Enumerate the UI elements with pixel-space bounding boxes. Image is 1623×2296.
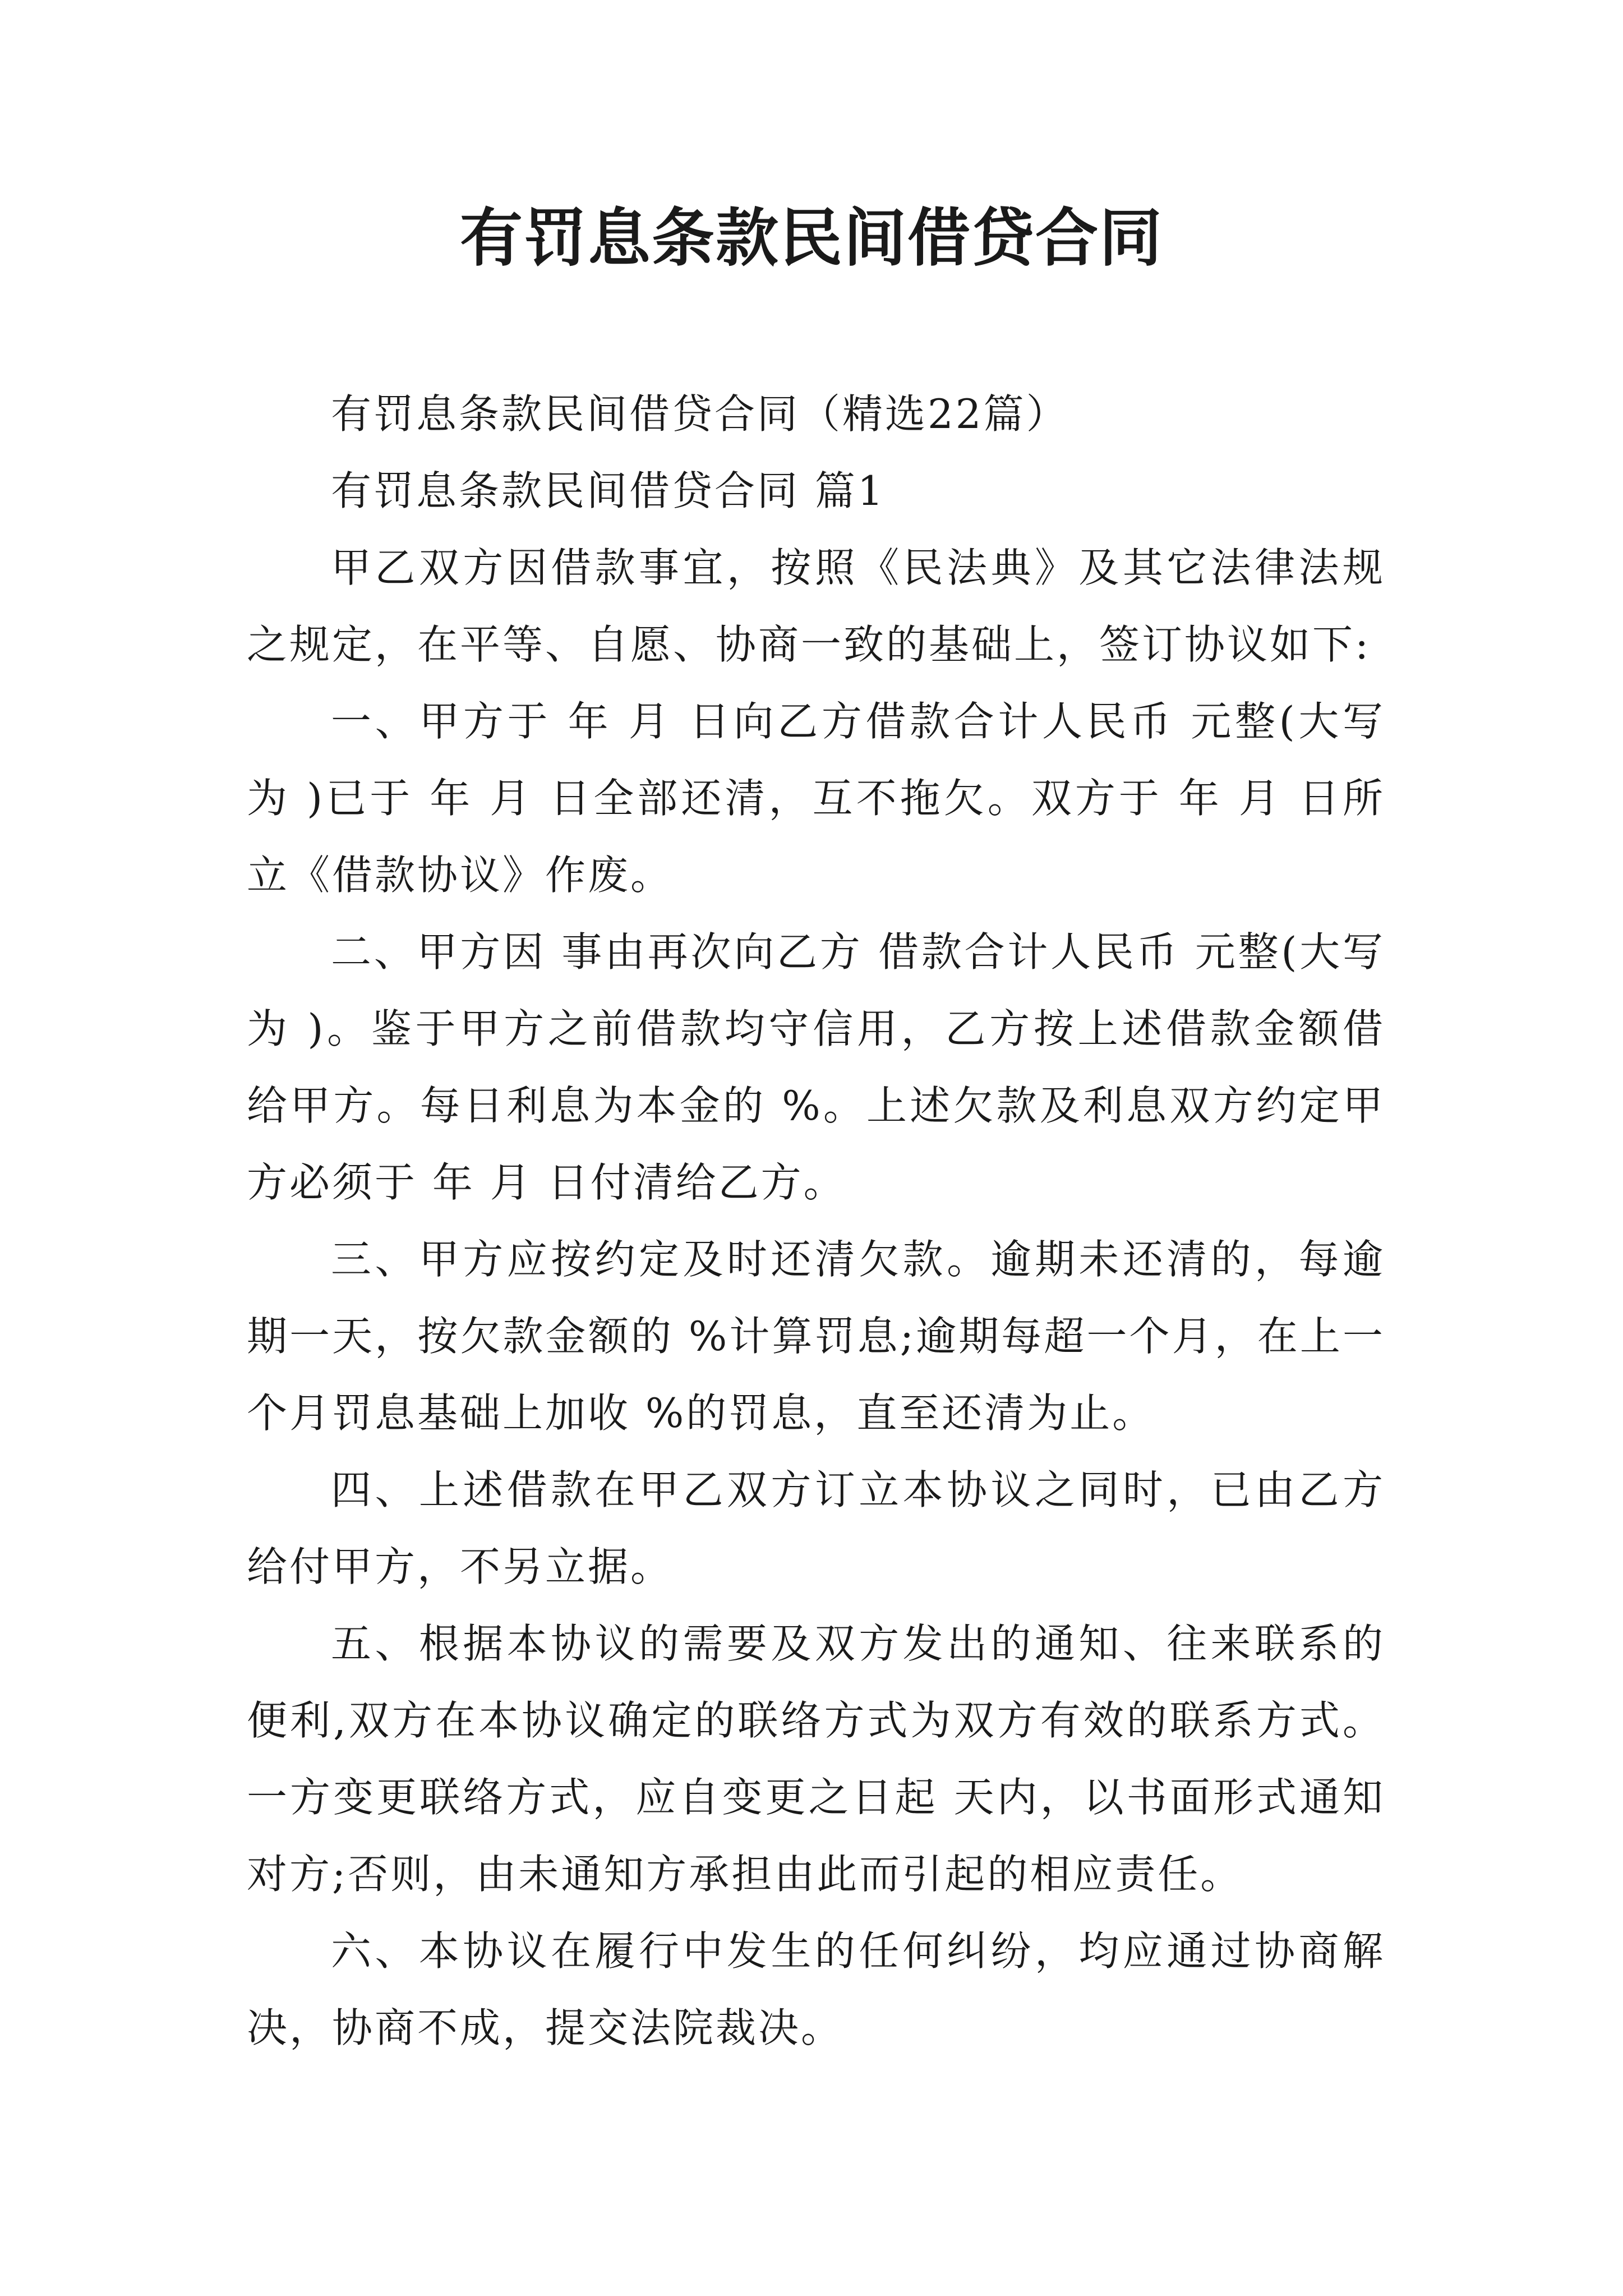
- clause-2-paragraph: 二、甲方因 事由再次向乙方 借款合计人民币 元整(大写为 )。鉴于甲方之前借款均守信用，乙方按上述借款金额借给甲方。每日利息为本金的 %。上述欠款及利息双方约定甲方必须于 年 月 日付清给乙方。: [247, 928, 1385, 1206]
- preamble-paragraph: 甲乙双方因借款事宜，按照《民法典》及其它法律法规之规定，在平等、自愿、协商一致的基础上，签订协议如下:: [247, 544, 1385, 668]
- clause-4-paragraph: 四、上述借款在甲乙双方订立本协议之同时，已由乙方给付甲方，不另立据。: [247, 1466, 1385, 1590]
- document-title: 有罚息条款民间借贷合同: [460, 202, 1163, 275]
- clause-3-paragraph: 三、甲方应按约定及时还清欠款。逾期未还清的，每逾期一天，按欠款金额的 %计算罚息;逾期每超一个月，在上一个月罚息基础上加收 %的罚息，直至还清为止。: [247, 1236, 1385, 1437]
- document-body: [247, 376, 1385, 2067]
- section-heading: 有罚息条款民间借贷合同 篇1: [331, 467, 886, 514]
- clause-6-paragraph: 六、本协议在履行中发生的任何纠纷，均应通过协商解决，协商不成，提交法院裁决。: [247, 1927, 1385, 2051]
- subtitle-paragraph: 有罚息条款民间借贷合同（精选22篇）: [331, 390, 1069, 438]
- clause-1-paragraph: 一、甲方于 年 月 日向乙方借款合计人民币 元整(大写为 )已于 年 月 日全部还清，互不拖欠。双方于 年 月 日所立《借款协议》作废。: [247, 698, 1385, 899]
- clause-5-paragraph: 五、根据本协议的需要及双方发出的通知、往来联系的便利,双方在本协议确定的联络方式为双方有效的联系方式。一方变更联络方式，应自变更之日起 天内，以书面形式通知对方;否则，由未通知方承担由此而引起的相应责任。: [247, 1620, 1385, 1898]
